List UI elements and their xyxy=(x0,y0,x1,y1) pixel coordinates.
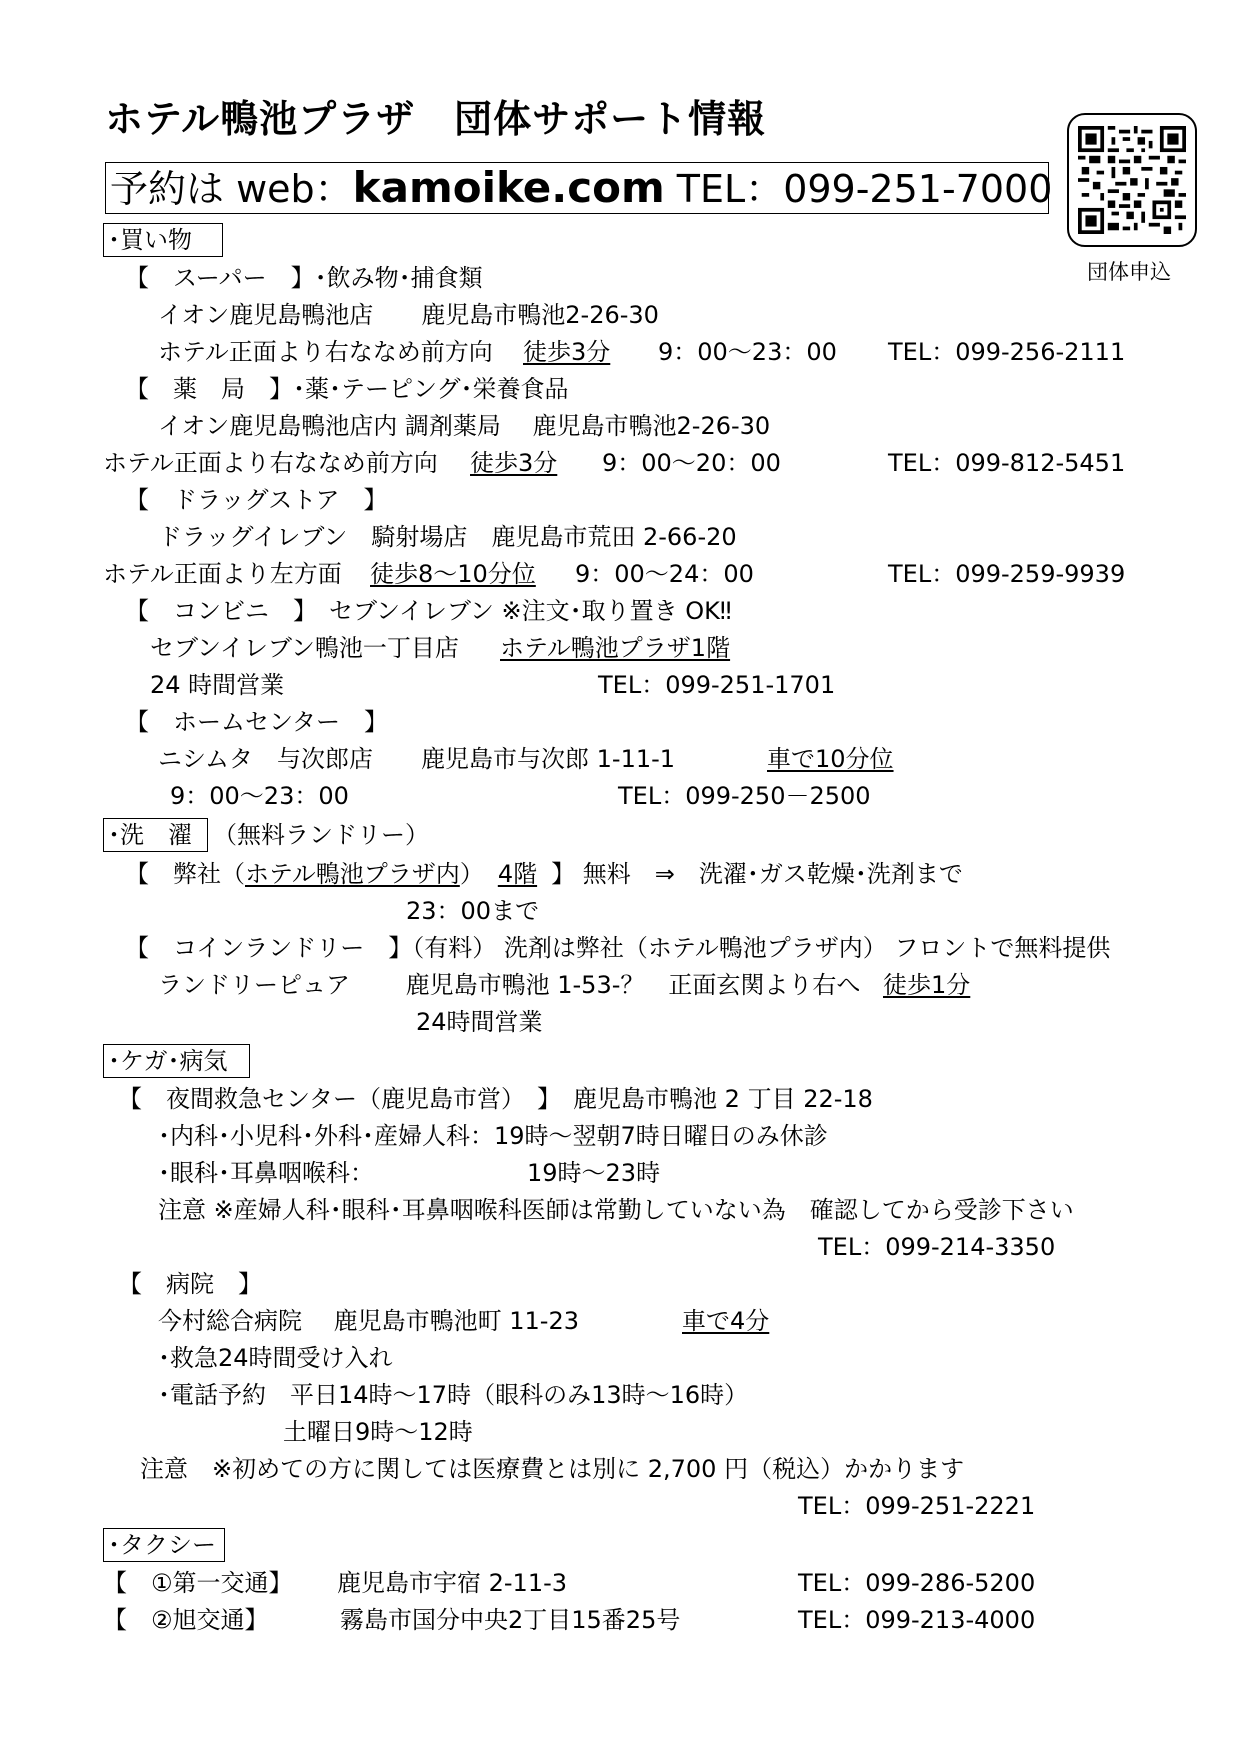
pharmacy-tel: TEL：099-812-5451 xyxy=(888,449,1126,477)
laundry-own-rest: 】 無料 ⇒ 洗濯･ガス乾燥･洗剤まで xyxy=(551,860,963,888)
taxi-2-tel: TEL：099-213-4000 xyxy=(798,1606,1036,1634)
night-emergency-line1: ･内科･小児科･外科･産婦人科：19時～翌朝7時日曜日のみ休診 xyxy=(158,1122,828,1150)
pharmacy-walk-time: 徒歩3分 xyxy=(470,449,558,477)
section-label: ･タクシー xyxy=(108,1531,216,1559)
drugstore-heading: 【 ドラッグストア 】 xyxy=(125,486,388,514)
drugstore-tel: TEL：099-259-9939 xyxy=(888,560,1126,588)
pharmacy-hours: 9：00～20：00 xyxy=(602,449,781,477)
night-emergency-line2-label: ･眼科･耳鼻咽喉科： xyxy=(158,1159,374,1187)
hospital-access: 車で4分 xyxy=(682,1307,770,1335)
homecenter-heading: 【 ホームセンター 】 xyxy=(125,708,389,736)
reservation-banner xyxy=(105,162,1053,214)
hospital-note: 注意 ※初めての方に関しては医療費とは別に 2,700 円（税込）かかります xyxy=(140,1455,965,1483)
pharmacy-name-address: イオン鹿児島鴨池店内 調剤薬局 鹿児島市鴨池2-26-30 xyxy=(158,412,771,440)
convenience-tel: TEL：099-251-1701 xyxy=(598,671,836,699)
laundry-own-place: ホテル鴨池プラザ内 xyxy=(245,860,460,888)
convenience-location: ホテル鴨池プラザ1階 xyxy=(500,634,731,662)
section-laundry xyxy=(103,818,208,852)
homecenter-access: 車で10分位 xyxy=(767,745,894,773)
supermarket-heading: 【 スーパー 】･飲み物･捕食類 xyxy=(125,264,483,292)
convenience-hours: 24 時間営業 xyxy=(150,671,285,699)
hospital-line1: ･救急24時間受け入れ xyxy=(158,1344,393,1372)
drugstore-name-address: ドラッグイレブン 騎射場店 鹿児島市荒田 2-66-20 xyxy=(158,523,737,551)
drugstore-hours: 9：00～24：00 xyxy=(575,560,754,588)
supermarket-hours: 9：00～23：00 xyxy=(658,338,837,366)
supermarket-direction: ホテル正面より右ななめ前方向 xyxy=(158,338,493,366)
laundry-own-line xyxy=(125,859,963,889)
section-label: ･洗 濯 xyxy=(108,821,192,849)
banner-tel: TEL：099-251-7000 xyxy=(664,167,1053,211)
night-emergency-heading: 【 夜間救急センター（鹿児島市営） 】 鹿児島市鴨池 2 丁目 22-18 xyxy=(118,1085,873,1113)
coin-laundry-walk-time: 徒歩1分 xyxy=(883,971,971,999)
homecenter-name-address: ニシムタ 与次郎店 鹿児島市与次郎 1-11-1 xyxy=(158,745,676,773)
qr-caption: 団体申込 xyxy=(1087,260,1171,284)
taxi-1-address: 鹿児島市宇宿 2-11-3 xyxy=(337,1569,568,1597)
drugstore-walk-time: 徒歩8～10分位 xyxy=(370,560,536,588)
section-label: ･買い物 xyxy=(108,226,192,254)
coin-laundry-hours: 24時間営業 xyxy=(416,1008,543,1036)
laundry-own-open: 【 弊社（ xyxy=(125,860,245,888)
laundry-note: （無料ランドリー） xyxy=(213,821,429,849)
night-emergency-tel: TEL：099-214-3350 xyxy=(818,1233,1056,1261)
convenience-heading: 【 コンビニ 】 セブンイレブン ※注文･取り置き OK‼ xyxy=(125,597,732,625)
hospital-line3: 土曜日9時～12時 xyxy=(283,1418,473,1446)
qr-pattern xyxy=(1078,124,1186,236)
supermarket-name-address: イオン鹿児島鴨池店 鹿児島市鴨池2-26-30 xyxy=(158,301,659,329)
qr-code-icon[interactable] xyxy=(1067,113,1197,247)
laundry-own-hours: 23：00まで xyxy=(406,897,540,925)
homecenter-hours: 9：00～23：00 xyxy=(170,782,349,810)
taxi-1-tel: TEL：099-286-5200 xyxy=(798,1569,1036,1597)
night-emergency-note: 注意 ※産婦人科･眼科･耳鼻咽喉科医師は常勤していない為 確認してから受診下さい xyxy=(158,1196,1074,1224)
supermarket-tel: TEL：099-256-2111 xyxy=(888,338,1126,366)
hospital-heading: 【 病院 】 xyxy=(118,1270,262,1298)
hospital-name-address: 今村総合病院 鹿児島市鴨池町 11-23 xyxy=(158,1307,579,1335)
laundry-own-mid: ） xyxy=(459,860,484,888)
hospital-line2: ･電話予約 平日14時～17時（眼科のみ13時～16時） xyxy=(158,1381,749,1409)
banner-domain[interactable]: kamoike.com xyxy=(352,163,665,212)
convenience-name: セブンイレブン鴨池一丁目店 xyxy=(150,634,459,662)
coin-laundry-name-address: ランドリーピュア 鹿児島市鴨池 1-53-？ 正面玄関より右へ xyxy=(158,971,861,999)
page-title: ホテル鴨池プラザ 団体サポート情報 xyxy=(105,97,767,141)
taxi-2-address: 霧島市国分中央2丁目15番25号 xyxy=(340,1606,681,1634)
taxi-2-name: 【 ②旭交通】 xyxy=(103,1606,269,1634)
section-label: ･ケガ･病気 xyxy=(108,1047,228,1075)
drugstore-direction: ホテル正面より左方面 xyxy=(103,560,342,588)
hospital-tel: TEL：099-251-2221 xyxy=(798,1492,1036,1520)
pharmacy-heading: 【 薬 局 】･薬･テーピング･栄養食品 xyxy=(125,375,569,403)
night-emergency-line2-hours: 19時～23時 xyxy=(527,1159,661,1187)
homecenter-tel: TEL：099-250－2500 xyxy=(618,782,871,810)
taxi-1-name: 【 ①第一交通】 xyxy=(103,1569,293,1597)
banner-prefix: 予約は web： xyxy=(110,167,353,211)
section-taxi xyxy=(103,1528,225,1562)
section-medical xyxy=(103,1044,250,1078)
laundry-own-floor: 4階 xyxy=(497,860,538,888)
coin-laundry-heading: 【 コインランドリー 】（有料） 洗剤は弊社（ホテル鴨池プラザ内） フロントで無料提供 xyxy=(125,934,1111,962)
pharmacy-direction: ホテル正面より右ななめ前方向 xyxy=(103,449,438,477)
supermarket-walk-time: 徒歩3分 xyxy=(523,338,611,366)
section-shopping xyxy=(103,223,223,257)
